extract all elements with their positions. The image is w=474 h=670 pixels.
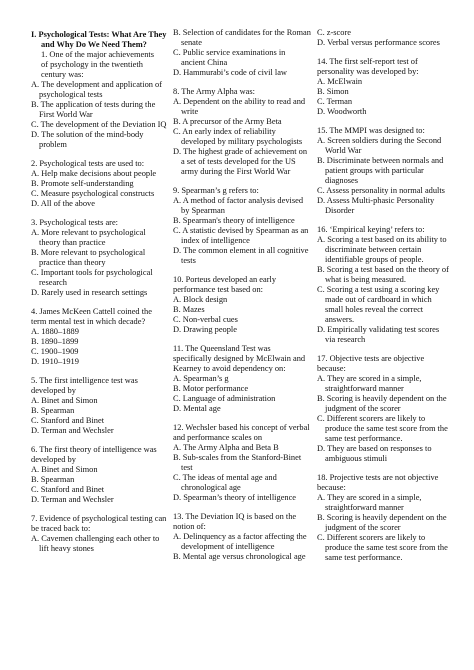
answer-option: D. The highest grade of achievement on a set of tests developed for the US army during the First World War — [173, 147, 308, 176]
question-stem: 15. The MMPI was designed to: — [317, 126, 425, 135]
answer-option: B. Mazes — [173, 305, 205, 314]
column-3 — [317, 28, 451, 572]
answer-option: C. Stanford and Binet — [31, 416, 105, 425]
question-stem: 11. The Queensland Test was specifically designed by McElwain and Kearney to avoid dependency on: — [173, 344, 306, 373]
answer-option: A. 1880–1889 — [31, 327, 79, 336]
question-stem: 9. Spearman’s g refers to: — [173, 186, 259, 195]
answer-option: A. They are scored in a simple, straightforward manner — [317, 493, 422, 512]
answer-option: C. Language of administration — [173, 394, 276, 403]
answer-option: C. z-score — [317, 28, 351, 37]
question-7 — [31, 514, 167, 554]
answer-option: A. Help make decisions about people — [31, 169, 157, 178]
answer-option: B. Promote self-understanding — [31, 179, 134, 188]
column-1 — [31, 30, 167, 563]
answer-option: B. Scoring a test based on the theory of what is being measured. — [317, 265, 449, 284]
answer-option: C. Non-verbal cues — [173, 315, 238, 324]
answer-option: C. The ideas of mental age and chronological age — [173, 473, 277, 492]
question-13 — [173, 512, 311, 562]
answer-option: A. Binet and Simon — [31, 396, 98, 405]
answer-option: D. Empirically validating test scores via research — [317, 325, 440, 344]
answer-option: C. An early index of reliability developed by military psychologists — [173, 127, 303, 146]
answer-option: C. Different scorers are likely to produce the same test score from the same test performance. — [317, 414, 448, 443]
question-stem: 5. The first intelligence test was developed by — [31, 376, 138, 395]
answer-option: B. Motor performance — [173, 384, 249, 393]
answer-option: A. Cavemen challenging each other to lift heavy stones — [31, 534, 160, 553]
answer-option: B. Spearman — [31, 475, 75, 484]
answer-option: D. Terman and Wechsler — [31, 426, 114, 435]
question-11 — [173, 344, 311, 414]
answer-option: A. They are scored in a simple, straightforward manner — [317, 374, 422, 393]
answer-option: B. The application of tests during the First World War — [31, 100, 156, 119]
answer-option: C. Assess personality in normal adults — [317, 186, 445, 195]
answer-option: D. All of the above — [31, 199, 95, 208]
question-4 — [31, 307, 167, 367]
answer-option: D. They are based on responses to ambiguous stimuli — [317, 444, 432, 463]
answer-option: A. More relevant to psychological theory than practice — [31, 228, 146, 247]
answer-option: A. A method of factor analysis devised by Spearman — [173, 196, 304, 215]
answer-option: C. Stanford and Binet — [31, 485, 105, 494]
question-13-continued — [317, 28, 451, 48]
answer-option: A. Delinquency as a factor affecting the development of intelligence — [173, 532, 307, 551]
answer-option: C. Scoring a test using a scoring key made out of cardboard in which small holes reveal the correct answers. — [317, 285, 440, 324]
answer-option: D. The common element in all cognitive tests — [173, 246, 309, 265]
answer-option: C. A statistic devised by Spearman as an index of intelligence — [173, 226, 309, 245]
answer-option: B. Scoring is heavily dependent on the judgment of the scorer — [317, 513, 447, 532]
answer-option: B. More relevant to psychological practice than theory — [31, 248, 146, 267]
answer-option: B. 1890–1899 — [31, 337, 79, 346]
question-stem: 7. Evidence of psychological testing can be traced back to: — [31, 514, 167, 533]
answer-option: B. Spearman — [31, 406, 75, 415]
question-stem: 18. Projective tests are not objective because: — [317, 473, 439, 492]
answer-option: C. Public service examinations in ancient China — [173, 48, 286, 67]
question-6 — [31, 445, 167, 505]
answer-option: B. Selection of candidates for the Roman senate — [173, 28, 311, 47]
question-5 — [31, 376, 167, 436]
answer-option: D. Mental age — [173, 404, 221, 413]
answer-option: B. Scoring is heavily dependent on the judgment of the scorer — [317, 394, 447, 413]
question-12 — [173, 423, 311, 503]
answer-option: D. Rarely used in research settings — [31, 288, 148, 297]
answer-option: A. McElwain — [317, 77, 363, 86]
column-2 — [173, 28, 311, 571]
answer-option: D. 1910–1919 — [31, 357, 79, 366]
question-16 — [317, 225, 451, 345]
answer-option: D. Verbal versus performance scores — [317, 38, 440, 47]
section-title: I. Psychological Tests: What Are They and Why Do We Need Them? — [31, 30, 167, 49]
question-15 — [317, 126, 451, 216]
answer-option: D. Woodworth — [317, 107, 367, 116]
question-stem: 6. The first theory of intelligence was developed by — [31, 445, 157, 464]
answer-option: A. Binet and Simon — [31, 465, 98, 474]
question-stem: 3. Psychological tests are: — [31, 218, 118, 227]
answer-option: D. Assess Multi-phasic Personality Disorder — [317, 196, 435, 215]
question-stem: 13. The Deviation IQ is based on the notion of: — [173, 512, 297, 531]
question-2 — [31, 159, 167, 209]
answer-option: B. Sub-scales from the Stanford-Binet test — [173, 453, 302, 472]
answer-option: A. The development and application of psychological tests — [31, 80, 163, 99]
question-stem: 4. James McKeen Cattell coined the term mental test in which decade? — [31, 307, 152, 326]
answer-option: B. Discriminate between normals and patient groups with particular diagnoses — [317, 156, 444, 185]
question-3 — [31, 218, 167, 298]
answer-option: C. The development of the Deviation IQ — [31, 120, 167, 129]
answer-option: C. 1900–1909 — [31, 347, 79, 356]
answer-option: D. Hammurabi’s code of civil law — [173, 68, 287, 77]
question-stem: 16. ‘Empirical keying’ refers to: — [317, 225, 425, 234]
answer-option: C. Measure psychological constructs — [31, 189, 155, 198]
question-7-continued — [173, 28, 311, 78]
question-14 — [317, 57, 451, 117]
answer-option: B. A precursor of the Army Beta — [173, 117, 282, 126]
question-stem: 14. The first self-report test of personality was developed by: — [317, 57, 419, 76]
question-17 — [317, 354, 451, 464]
answer-option: A. Scoring a test based on its ability to discriminate between certain identifiable groups of people. — [317, 235, 447, 264]
question-stem: 10. Porteus developed an early performance test based on: — [173, 275, 277, 294]
answer-option: D. Drawing people — [173, 325, 237, 334]
answer-option: D. Terman and Wechsler — [31, 495, 114, 504]
answer-option: A. Spearman’s g — [173, 374, 229, 383]
question-stem: 8. The Army Alpha was: — [173, 87, 255, 96]
question-18 — [317, 473, 451, 563]
question-10 — [173, 275, 311, 335]
question-stem: 2. Psychological tests are used to: — [31, 159, 145, 168]
question-stem: 12. Wechsler based his concept of verbal and performance scales on — [173, 423, 310, 442]
answer-option: A. Dependent on the ability to read and write — [173, 97, 306, 116]
question-stem: 17. Objective tests are objective because: — [317, 354, 425, 373]
answer-option: C. Important tools for psychological research — [31, 268, 153, 287]
question-1 — [31, 50, 167, 150]
answer-option: B. Simon — [317, 87, 349, 96]
answer-option: A. Block design — [173, 295, 228, 304]
question-8 — [173, 87, 311, 177]
answer-option: C. Terman — [317, 97, 353, 106]
question-9 — [173, 186, 311, 266]
answer-option: C. Different scorers are likely to produce the same test score from the same test performance. — [317, 533, 448, 562]
answer-option: A. Screen soldiers during the Second World War — [317, 136, 442, 155]
question-stem: 1. One of the major achievements of psychology in the twentieth century was: — [41, 50, 155, 79]
answer-option: B. Spearman's theory of intelligence — [173, 216, 295, 225]
answer-option: B. Mental age versus chronological age — [173, 552, 306, 561]
answer-option: D. The solution of the mind-body problem — [31, 130, 144, 149]
answer-option: D. Spearman’s theory of intelligence — [173, 493, 297, 502]
answer-option: A. The Army Alpha and Beta B — [173, 443, 279, 452]
